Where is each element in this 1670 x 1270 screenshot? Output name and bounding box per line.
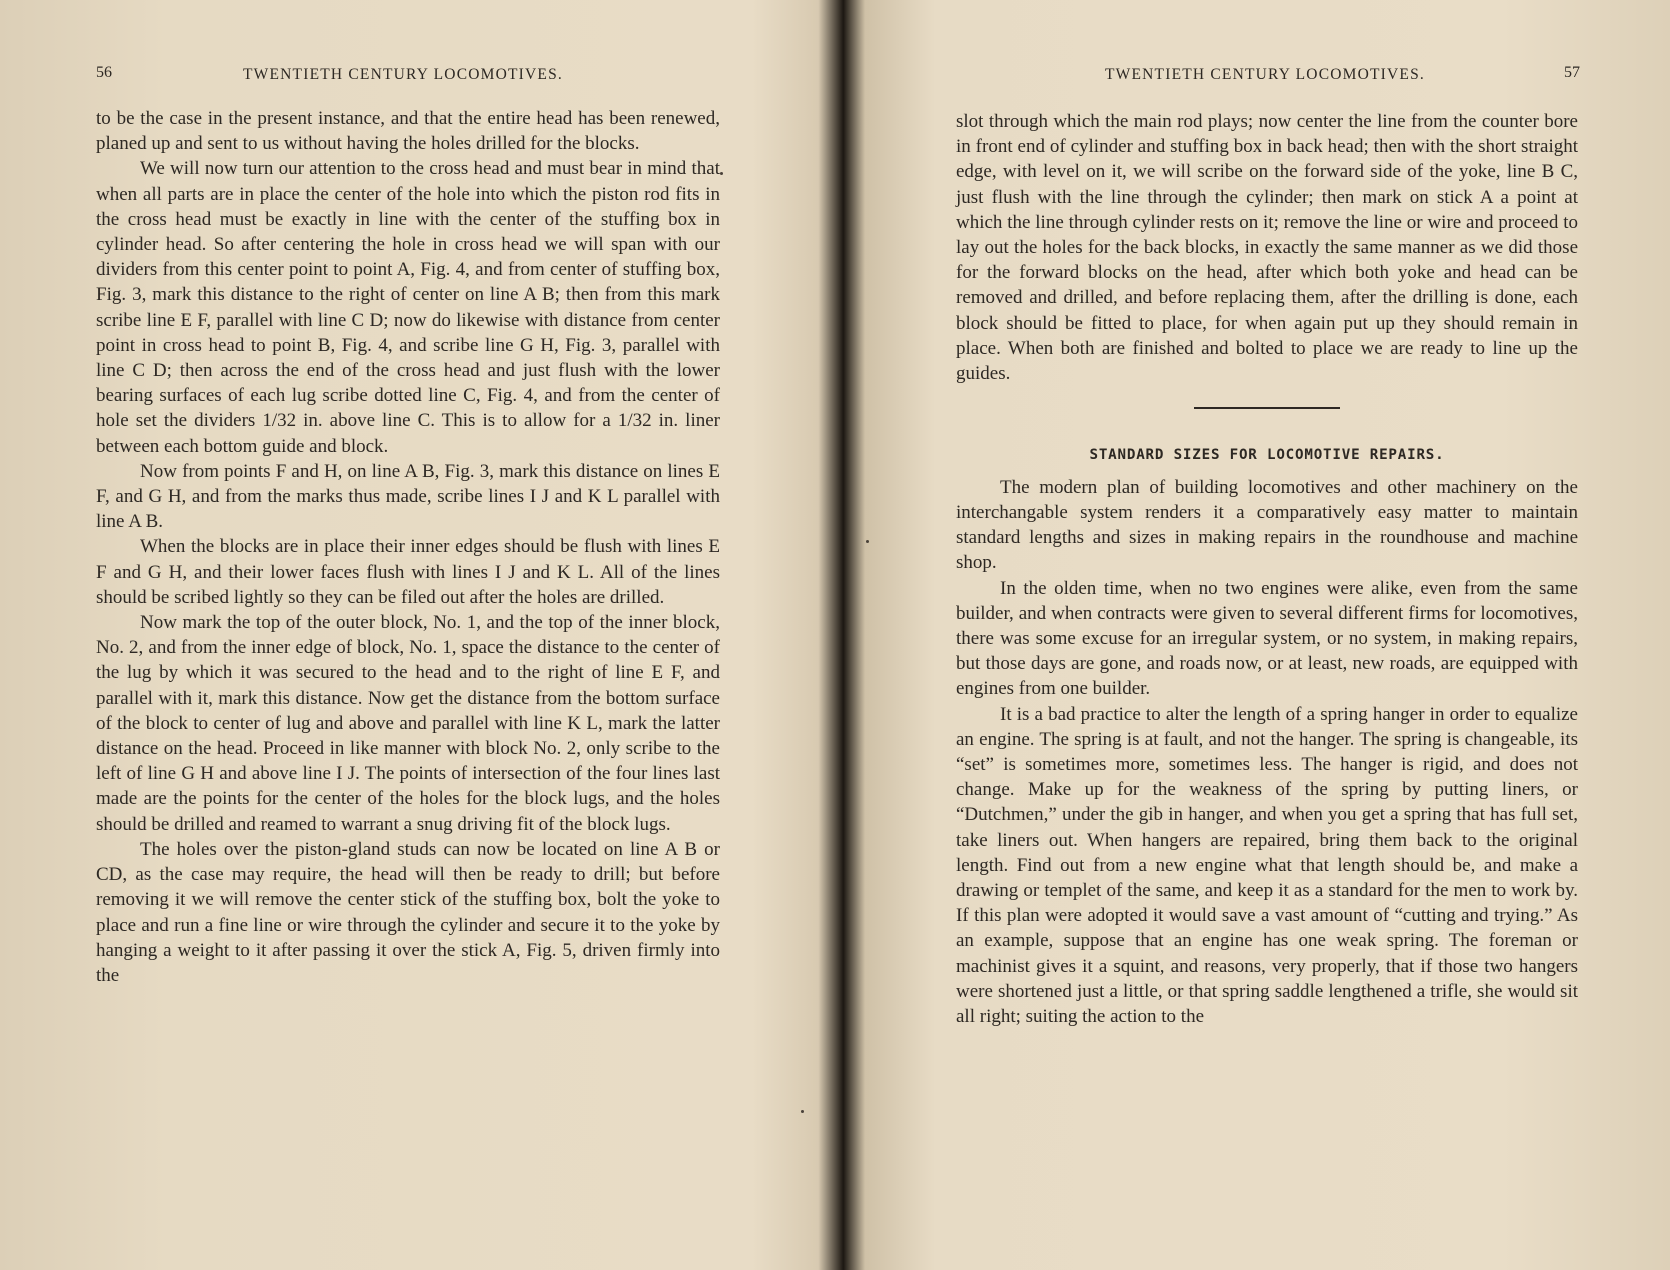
- paragraph: In the olden time, when no two engines were alike, even from the same builder, and when contracts were given to several different firms for locomotives, there was some excuse for an irregular system, or no system, in making repairs, but those days are gone, and roads now, or at least, new roads, are equipped with engines from one builder.: [956, 577, 1578, 700]
- paragraph: Now from points F and H, on line A B, Fig. 3, mark this distance on lines E F, and G H, and from the marks thus made, scribe lines I J and K L parallel with line A B.: [96, 460, 720, 533]
- paragraph: The holes over the piston-gland studs can now be located on line A B or CD, as the case may require, the head will then be ready to drill; but before removing it we will remove the center stick of the stuffing box, bolt the yoke to place and run a fine line or wire through the cylinder and secure it to the yoke by hanging a weight to it after passing it over the stick A, Fig. 5, driven firmly into the: [96, 838, 720, 986]
- paragraph: The modern plan of building locomotives and other machinery on the interchangable system renders it a comparatively easy matter to maintain standard lengths and sizes in making repairs in the roundhouse and machine shop.: [956, 476, 1578, 574]
- left-page-body: [96, 106, 720, 988]
- left-page: [0, 0, 830, 1270]
- section-title: STANDARD SIZES FOR LOCOMOTIVE REPAIRS.: [1089, 446, 1445, 463]
- ink-speck: [866, 540, 869, 543]
- right-page: [840, 0, 1670, 1270]
- page-number: 56: [96, 64, 112, 81]
- paragraph: Now mark the top of the outer block, No. 1, and the top of the inner block, No. 2, and from the inner edge of block, No. 1, space the distance to the center of the lug by which it was secured to the head and to the right of line E F, and parallel with it, mark this distance. Now get the distance from the bottom surface of the block to center of lug and above and parallel with line K L, mark the latter distance on the head. Proceed in like manner with block No. 2, only scribe to the left of line G H and above line I J. The points of intersection of the four lines last made are the points for the center of the holes for the block lugs, and the holes should be drilled and reamed to warrant a snug driving fit of the block lugs.: [96, 612, 720, 835]
- ink-speck: [720, 172, 723, 175]
- paragraph: It is a bad practice to alter the length of a spring hanger in order to equalize an engine. The spring is at fault, and not the hanger. The spring is changeable, its “set” is sometimes more, sometimes less. The hanger is rigid, and does not change. Make up for the weakness of the spring by putting liners, or “Dutchmen,” under the gib in hanger, and when you get a spring that has full set, take liners out. When hangers are repaired, bring them back to the original length. Find out from a new engine what that length should be, and make a drawing or templet of the same, and keep it as a standard for the men to work by. If this plan were adopted it would save a vast amount of “cutting and trying.” As an example, suppose that an engine has one weak spring. The foreman or machinist gives it a squint, and reasons, very properly, that if those two hangers were shortened just a little, or that spring saddle lengthened a trifle, she would sit all right; suiting the action to the: [956, 703, 1578, 1027]
- running-head: TWENTIETH CENTURY LOCOMOTIVES.: [1105, 66, 1425, 83]
- running-head: TWENTIETH CENTURY LOCOMOTIVES.: [243, 66, 563, 83]
- paragraph: to be the case in the present instance, and that the entire head has been renewed, planed up and sent to us without having the holes drilled for the blocks.: [96, 108, 720, 155]
- right-page-body: [956, 109, 1578, 1029]
- section-divider: [1194, 407, 1340, 409]
- ink-speck: [801, 1110, 804, 1113]
- paragraph: We will now turn our attention to the cross head and must bear in mind that when all parts are in place the center of the hole into which the piston rod fits in the cross head must be exactly in line with the center of the stuffing box in cylinder head. So after centering the hole in cross head we will span with our dividers from this center point to point A, Fig. 4, and from center of stuffing box, Fig. 3, mark this distance to the right of center on line A B; then from this mark scribe line E F, parallel with line C D; now do likewise with distance from center point in cross head to point B, Fig. 4, and scribe line G H, Fig. 3, parallel with line C D; then across the end of the cross head and just flush with the lower bearing surfaces of each lug scribe dotted line C, Fig. 4, and from the center of hole set the dividers 1/32 in. above line C. This is to allow for a 1/32 in. liner between each bottom guide and block.: [96, 158, 720, 457]
- paragraph: When the blocks are in place their inner edges should be flush with lines E F and G H, and their lower faces flush with lines I J and K L. All of the lines should be scribed lightly so they can be filed out after the holes are drilled.: [96, 536, 720, 608]
- page-number: 57: [1564, 64, 1580, 81]
- paragraph: slot through which the main rod plays; now center the line from the counter bore in front end of cylinder and stuffing box in back head; then with the short straight edge, with level on it, we will scribe on the forward side of the yoke, line B C, just flush with the line through the cylinder; then mark on stick A a point at which the line through cylinder rests on it; remove the line or wire and proceed to lay out the holes for the back blocks, in exactly the same manner as we did those for the forward blocks on the head, after which both yoke and head can be removed and drilled, and before replacing them, after the drilling is done, each block should be fitted to place, for when again put up they should remain in place. When both are finished and bolted to place we are ready to line up the guides.: [956, 111, 1578, 385]
